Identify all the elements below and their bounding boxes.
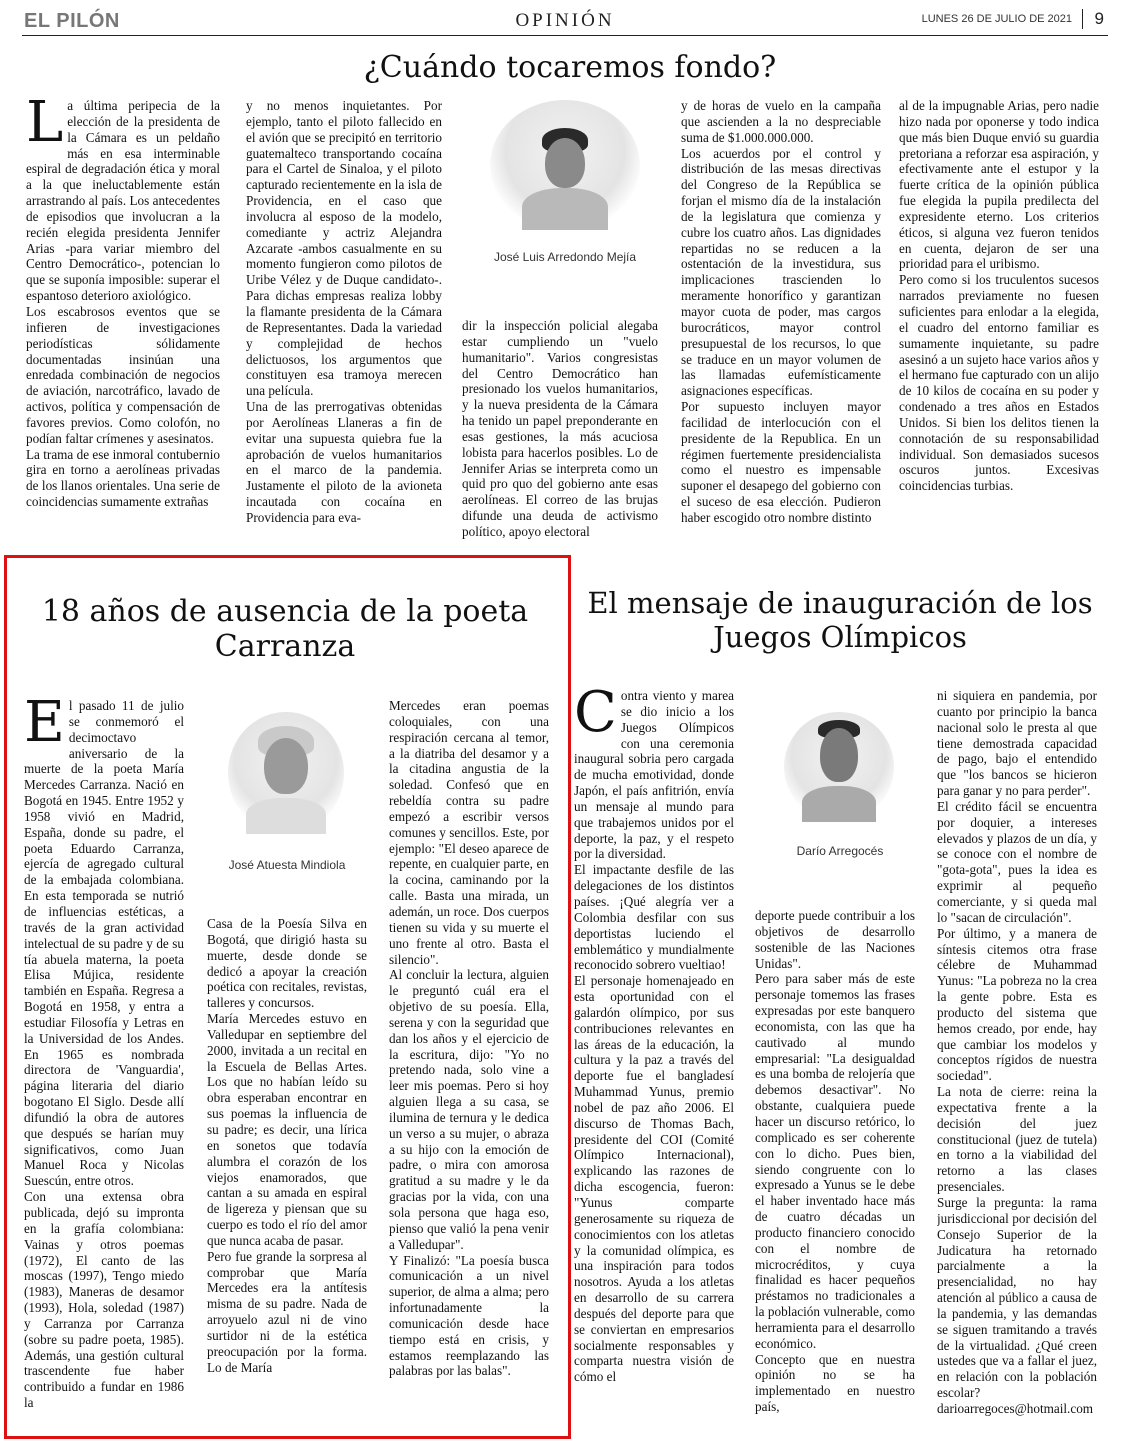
article2-column-1: [24, 698, 184, 1432]
article2-dropcap: E: [24, 698, 65, 755]
article3-title: El mensaje de inauguración de los Juegos Olímpicos: [587, 586, 1093, 655]
paragraph: Con una extensa obra publicada, dejó su impronta en la grafía colombiana: Vainas y otros poemas (1972), El canto de las moscas (1997), Tengo miedo (1983), Maneras de desamor (1993), Hola, soledad (1987) y Carranza por Carranza (sobre su padre poeta, 1985). Además, una gestión cultural trascendente fue haber contribuido a fundar en 1986 la: [24, 1189, 184, 1411]
article2-column-3: [389, 698, 549, 1420]
paragraph: deporte puede contribuir a los objetivos de desarrollo sostenible de las Naciones Unidas".: [755, 908, 915, 971]
paragraph: El impactante desfile de las delegaciones de los distintos países. ¡Qué alegría ver a Colombia desfilar con sus deportistas luciendo el emblemático y mundialmente reconocido sobrero vueltiao!: [574, 862, 734, 973]
paragraph: y de horas de vuelo en la campaña que ascienden a la no despreciable suma de $1.000.000.000.: [681, 98, 881, 145]
article3-dropcap: C: [574, 688, 617, 745]
author-photo-atuesta: [228, 712, 344, 834]
paragraph: Concepto que en nuestra opinión no se ha implementado en nuestro país,: [755, 1351, 915, 1415]
paragraph: Y Finalizó: "La poesía busca comunicación a un nivel superior, de alma a alma; pero infortunadamente la comunicación desde hace tiempo está en crisis, y estamos reemplazando las palabras por las balas".: [389, 1252, 549, 1379]
paragraph: l pasado 11 de julio se conmemoró el decimoctavo aniversario de la muerte de la poeta María Mercedes Carranza. Nació en Bogotá en 1945. Entre 1952 y 1958 vivió en Madrid, España, donde su padre, el poeta Eduardo Carranza, ejercía de agregado cultural de la embajada colombiana. En esta temporada se nutrió de influencias estéticas, a través de la gran actividad intelectual de su padre y de su tía abuela materna, la poeta Elisa Mújica, residente también en España. Regresa a Bogotá en 1958, y entra a estudiar Filosofía y Letras en la Universidad de los Andes. En 1965 es nombrada directora de 'Vanguardia', página literaria del diario bogotano El Siglo. Desde allí difundió la obra de autores que después se harían muy significativos, como Juan Manuel Roca y Nicolas Suescún, entre otros.: [24, 698, 184, 1189]
section-title: OPINIÓN: [515, 10, 615, 31]
article1-column-1: [26, 98, 220, 550]
paragraph: Casa de la Poesía Silva en Bogotá, que dirigió hasta su muerte, desde donde se dedicó a apoyar la creación poética con recitales, revistas, talleres y concursos.: [207, 916, 367, 1011]
paragraph: Pero fue grande la sorpresa al comprobar que María Mercedes era la antítesis misma de su padre. Nada de arroyuelo azul ni de vino surtidor ni de la estética preocupación por la forma. Lo de María: [207, 1248, 367, 1375]
author-caption-atuesta: José Atuesta Mindiola: [228, 858, 346, 872]
paragraph: y no menos inquietantes. Por ejemplo, tanto el piloto fallecido en el avión que se precipitó en territorio guatemalteco transportando cocaína para el Cartel de Sinaloa, y el piloto capturado recientemente en la isla de Providencia, en el caso que involucra al esposo de la modelo, comediante y actriz Alejandra Azcarate -ambos casualmente en su momento fungieron como pilotos de Uribe Vélez y de Duque candidato-. Para dichas empresas realiza lobby la flamante presidenta de la Cámara de Representantes. Dada la variedad y complejidad de hechos delictuosos, los argumentos que constituyen esa tramoya merecen una película.: [246, 98, 442, 399]
paragraph: Por supuesto incluyen mayor facilidad de interlocución con el presidente de la Republica. En un régimen fuertemente presidencialista como el nuestro es impensable suponer el desapego del gobierno con el suceso de esa elección. Pudieron haber escogido otro nombre distinto: [681, 399, 881, 525]
article1-column-3: [462, 318, 658, 552]
author-photo-arredondo: [490, 100, 640, 230]
author-photo-arregoces: [784, 712, 894, 822]
article3-column-1: [574, 688, 734, 1433]
article3-column-3: [937, 688, 1097, 1433]
article1-column-2: [246, 98, 442, 550]
paragraph: La trama de ese inmoral contubernio gira en torno a aerolíneas privadas de los llanos orientales. Una serie de coincidencias sumamente extrañas: [26, 446, 220, 510]
article3-column-2: [755, 908, 915, 1433]
paragraph: a última peripecia de la elección de la presidenta de la Cámara es un peldaño más en esa interminable espiral de degradación ética y moral a la que ineluctablemente están arrastrando al país. Los antecedentes de episodios que involucran a la recién elegida presidenta Jennifer Arias -para variar miembro del Centro Democrático-, potencian lo que se suponía imposible: superar el espantoso deterioro axiológico.: [26, 98, 220, 304]
paragraph: Por último, y a manera de síntesis citemos otra frase célebre de Muhammad Yunus: "La pobreza no la crea la gente pobre. Esta es producto del sistema que hemos creado, por ende, hay que cambiar los modelos y conceptos rígidos de nuestra sociedad".: [937, 925, 1097, 1084]
issue-date: LUNES 26 DE JULIO DE 2021: [921, 13, 1072, 25]
paragraph: Mercedes eran poemas coloquiales, con una respiración cercana al temor, a la diatriba del desamor y a la citadina angustia de la soledad. Confesó que en rebeldía contra su padre empezó a escribir versos comunes y sencillos. Este, por ejemplo: "El deseo aparece de repente, en cualquier parte, en la cocina, caminando por la calle. Basta una mirada, un ademán, un roce. Dos cuerpos tienen su vida y su muerte el uno frente al otro. Basta el silencio".: [389, 698, 549, 967]
paragraph: ontra viento y marea se dio inicio a los Juegos Olímpicos con una ceremonia inaugural sobria pero cargada de mucha emotividad, donde Japón, el país anfitrión, envía un mensaje al mundo para que trabajemos unidos por el deporte, la paz, y el respeto por la diversidad.: [574, 688, 734, 862]
author-caption-arregoces: Darío Arregocés: [796, 844, 884, 858]
paragraph: al de la impugnable Arias, pero nadie hizo nada por oponerse y todo indica que más bien Duque envió su guardia pretoriana a reforzar esa aspiración, y efectivamente ante el estupor y la fuerte crítica de la opinión pública fue elegida la pupila predilecta del expresidente eterno. Los criterios éticos, si alguna vez fueron tenidos en cuenta, dejaron de ser una prioridad para el uribismo.: [899, 98, 1099, 272]
paragraph: Los escabrosos eventos que se infieren de investigaciones periodísticas sólidamente documentadas insinúan una enredada combinación de negocios de aviación, narcotráfico, lavado de activos, política y compensación de favores previos. Como colofón, no podían faltar crímenes y asesinatos.: [26, 303, 220, 446]
paragraph: El crédito fácil se encuentra por doquier, a intereses elevados y plazos de un día, y se conoce con el nombre de "gota-gota", pues la idea es exprimir al pequeño comerciante, y si queda mal lo "sacan de circulación".: [937, 798, 1097, 925]
author-caption-arredondo: José Luis Arredondo Mejía: [493, 250, 637, 264]
article2-title: 18 años de ausencia de la poeta Carranza: [41, 594, 529, 665]
masthead: [22, 8, 1108, 36]
paragraph: ni siquiera en pandemia, por cuanto por principio la banca nacional solo le presta al que tiene demostrada capacidad de pago, bajo el entendido que "los bancos se hicieron para ganar y no para perder".: [937, 688, 1097, 799]
paragraph: Los acuerdos por el control y distribución de las mesas directivas del Congreso de la República se forjan el mismo día de la instalación de la legislatura que comienza y cubre los cuatro años. Las dignidades repartidas no se reducen a la ostentación de la investidura, sus implicaciones trascienden lo meramente honorífico y garantizan mayor cuota de poder, mas cargos burocráticos, mayor control presupuestal de los recursos, lo que se traduce en un mayor volumen de las llamadas eufemísticamente asignaciones específicas.: [681, 145, 881, 399]
paragraph: Una de las prerrogativas obtenidas por Aerolíneas Llaneras a fin de evitar una supuesta quiebra fue la aprobación de vuelos humanitarios en el marco de la pandemia. Justamente el piloto de la avioneta incautada con cocaína en Providencia para eva-: [246, 399, 442, 525]
article1-dropcap: L: [26, 98, 64, 155]
paragraph: Surge la pregunta: la rama jurisdiccional por decisión del Consejo Superior de la Judicatura ha retornado parcialmente a la presencialidad, no hay atención al público a causa de la pandemia, y las demandas se siguen tramitando a través de la virtualidad. ¿Qué creen ustedes que va a fallar el juez, en relación con la población escolar? darioarregoces@hotmail.com: [937, 1195, 1097, 1416]
paragraph: El personaje homenajeado en esta oportunidad con el galardón olímpico, por sus contribuciones relevantes en las áreas de la educación, la cultura y la paz a través del deporte fue el bangladesí Muhammad Yunus, premio nobel de paz año 2006. El discurso de Thomas Bach, presidente del COI (Comité Olímpico Internacional), explicando las razones de dicha escogencia, fueron: "Yunus comparte generosamente su riqueza de conocimientos con los atletas y la comunidad olímpica, es una inspiración para todos nosotros. Ayuda a los atletas en desarrollo de su carrera después del deporte para que se conviertan en empresarios socialmente responsables y comparta nuestra visión de cómo el: [574, 973, 734, 1385]
paragraph: Al concluir la lectura, alguien le preguntó cuál era el objetivo de su poesía. Ella, serena y con la seguridad que dan los años y el ejercicio de la escritura, dijo: "Yo no pretendo nada, solo vine a leer mis poemas. Pero si hoy alguien llega a su casa, se ilumina de ternura y le dedica un verso a su mujer, o abraza a su hijo con la emoción de padre, o mira con amorosa gratitud a su madre y le da gracias por la vida, con una sola persona que haga eso, pienso que valió la pena venir a Valledupar".: [389, 967, 549, 1252]
paragraph: Pero como si los truculentos sucesos narrados previamente no fuesen suficientes para enlodar a la elegida, el cuadro del entorno familiar es sumamente inquietante, su padre asesinó a un sujeto hace varios años y el hermano fue capturado con un alijo de 10 kilos de cocaína en su poder y condenado a tres años en Estados Unidos. Si bien los delitos tienen la connotación de su responsabilidad individual. Son demasiados sucesos oscuros juntos. Excesivas coincidencias turbias.: [899, 272, 1099, 494]
paragraph: María Mercedes estuvo en Valledupar en septiembre del 2000, invitada a un recital en la Escuela de Bellas Artes. Los que no habían leído su obra esperaban encontrar en sus poemas la influencia de su padre; es decir, una lírica en sonetos que todavía alumbra el corazón de los viejos enamorados, que cantan a su amada en espiral de ligereza y piensan que su cuerpo es todo el río del amor que nunca acaba de pasar.: [207, 1011, 367, 1248]
article1-column-5: [899, 98, 1099, 552]
page-number: 9: [1082, 9, 1104, 29]
paragraph: dir la inspección policial alegaba estar cumpliendo un "vuelo humanitario". Varios congresistas del Centro Democrático han presionado los vuelos humanitarios, y la nueva presidenta de la Cámara ha tenido un papel preponderante en esas gestiones, la más acuciosa lobista para hacerlos posibles. Lo de Jennifer Arias se interpreta como un quid pro quo del gobierno ante esas aerolíneas. El correo de las brujas difunde una deuda de activismo político, apoyo electoral: [462, 318, 658, 539]
article1-title: ¿Cuándo tocaremos fondo?: [363, 50, 777, 85]
paragraph: Pero para saber más de este personaje tomemos las frases expresadas por este banquero economista, con las que ha cautivado al mundo empresarial: "La desigualdad es una bomba de relojería que debemos desactivar". No obstante, cualquiera puede hacer un discurso retórico, lo complicado es ser coherente con lo dicho. Pues bien, siendo congruente con lo expresado a Yunus se le debe el haber inventado hace más de cuatro décadas un producto financiero conocido con el nombre de microcréditos, y cuya finalidad es hacer pequeños préstamos no tradicionales a la población vulnerable, como herramienta para el desarrollo económico.: [755, 971, 915, 1351]
newspaper-logo: EL PILÓN: [24, 10, 120, 32]
article1-column-4: [681, 98, 881, 552]
paragraph: La nota de cierre: reina la expectativa frente a la decisión del juez constitucional (juez de tutela) en torno a la viabilidad del retorno a las clases presenciales.: [937, 1084, 1097, 1195]
article2-column-2: [207, 916, 367, 1432]
